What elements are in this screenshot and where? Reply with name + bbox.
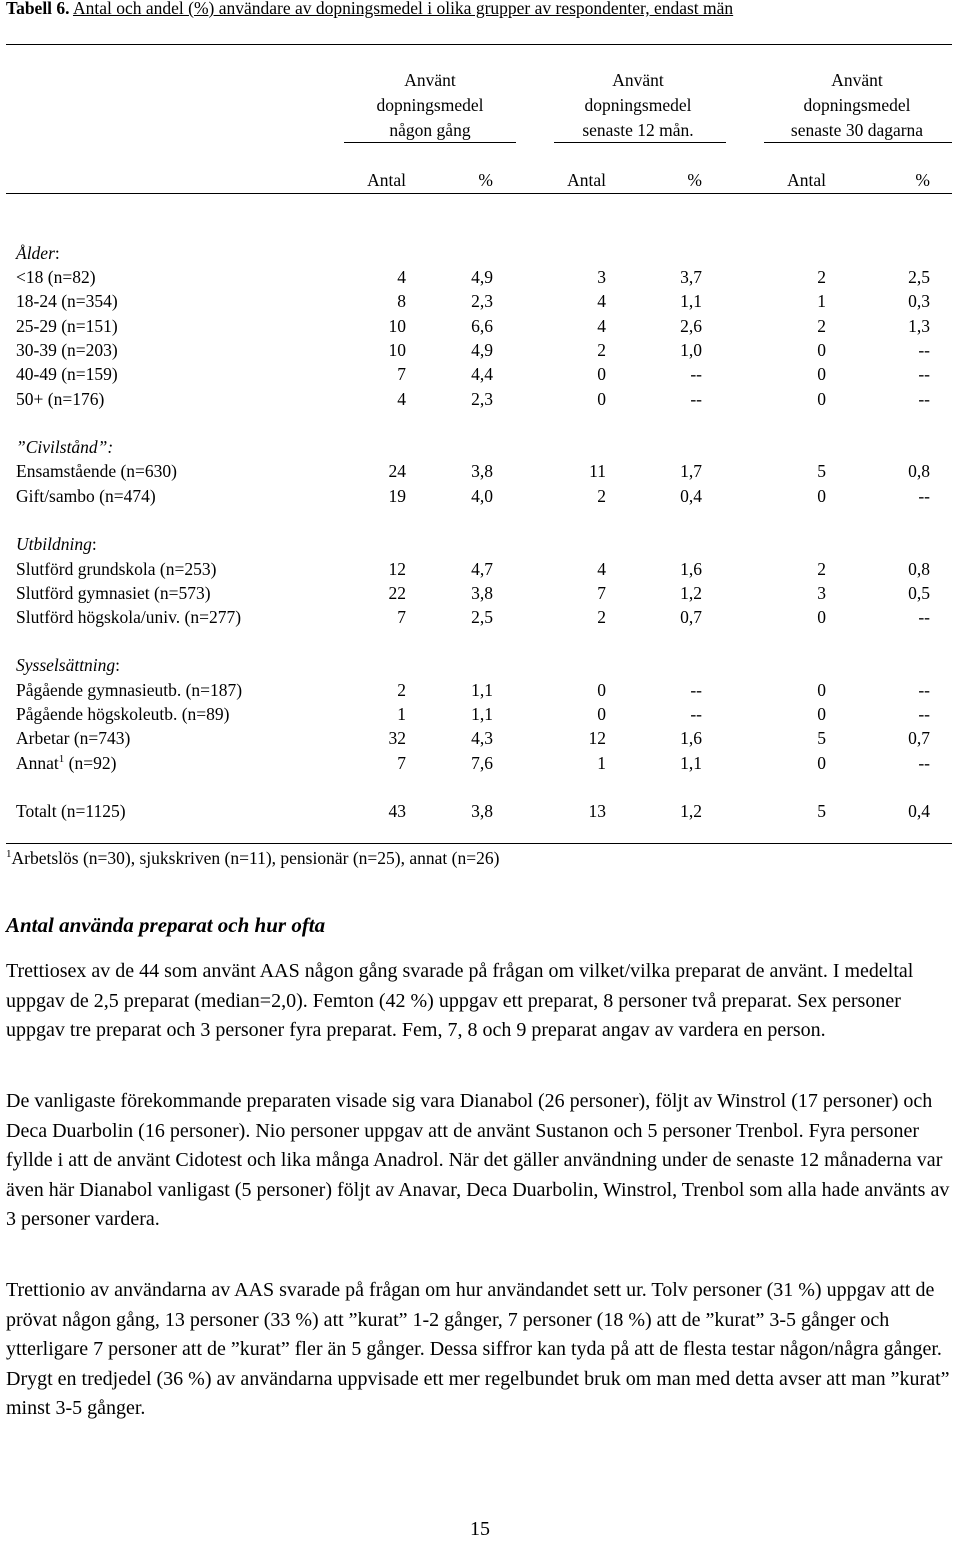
row-label: Slutförd gymnasiet (n=573) (16, 583, 211, 603)
cell-value: 0 (597, 364, 606, 384)
cell-value: -- (918, 753, 930, 773)
cell-value: 1 (397, 704, 406, 724)
cell-value: 3,8 (471, 801, 493, 821)
cell-value: 0 (817, 607, 826, 627)
cell-value: -- (918, 704, 930, 724)
subheader-count: Antal (367, 170, 406, 190)
footnote-mark: 1 (6, 848, 12, 860)
cell-value: 24 (388, 461, 406, 481)
cell-value: 2 (817, 316, 826, 336)
cell-value: 0 (597, 680, 606, 700)
group-header-line: dopningsmedel (584, 95, 692, 115)
section-title-text: Utbildning (16, 534, 92, 554)
cell-value: -- (918, 486, 930, 506)
row-label: Gift/sambo (n=474) (16, 486, 156, 506)
row-label-text: Annat (16, 753, 59, 773)
cell-value: 0,5 (908, 583, 930, 603)
cell-value: 43 (388, 801, 406, 821)
cell-value: 0 (817, 753, 826, 773)
cell-value: 4 (597, 316, 606, 336)
group-header-line: senaste 30 dagarna (790, 120, 924, 140)
row-label: Pågående gymnasieutb. (n=187) (16, 680, 243, 700)
cell-value: 12 (388, 559, 406, 579)
cell-value: 2 (597, 486, 606, 506)
cell-value: 7 (397, 753, 406, 773)
cell-value: 0,7 (680, 607, 702, 627)
group-header-line: Använt (404, 70, 456, 90)
section-title-colon: : (54, 243, 60, 263)
cell-value: 1,6 (680, 728, 702, 748)
cell-value: 4,3 (471, 728, 493, 748)
row-label: 25-29 (n=151) (16, 316, 118, 336)
cell-value: 0 (817, 680, 826, 700)
row-label: Slutförd grundskola (n=253) (16, 559, 217, 579)
section-heading: Antal använda preparat och hur ofta (6, 913, 326, 937)
cell-value: 5 (817, 801, 826, 821)
caption-text: Antal och andel (%) användare av dopningsmedel i olika grupper av respondenter, endast män (72, 0, 734, 18)
table-top-rule (6, 44, 952, 45)
group-header-line: dopningsmedel (803, 95, 911, 115)
section-title-text: Ålder (16, 243, 55, 263)
cell-value: 0,4 (680, 486, 702, 506)
cell-value: 1 (817, 291, 826, 311)
cell-value: 1,7 (680, 461, 702, 481)
cell-value: 0 (597, 389, 606, 409)
cell-value: 3 (817, 583, 826, 603)
cell-value: 22 (388, 583, 406, 603)
row-label: <18 (n=82) (16, 267, 96, 287)
row-label: 50+ (n=176) (16, 389, 105, 409)
cell-value: -- (690, 680, 702, 700)
section-title-text: ”Civilstånd” (16, 437, 108, 457)
cell-value: 0,8 (908, 559, 930, 579)
page-number: 15 (470, 1518, 490, 1540)
cell-value: 2 (597, 340, 606, 360)
body-paragraph: Trettiosex av de 44 som använt AAS någon gång svarade på frågan om vilket/vilka preparat de använt. I medeltal uppgav de 2,5 preparat (median=2,0). Femton (42 %) uppgav ett preparat, 8 personer två preparat. Sex personer uppgav tre preparat och 3 personer fyra preparat. Fem, 7, 8 och 9 preparat angav av vardera en person. (6, 960, 914, 1041)
cell-value: 0,4 (908, 801, 930, 821)
section-title-colon: : (115, 655, 121, 675)
cell-value: 1,1 (680, 291, 702, 311)
cell-value: 32 (388, 728, 406, 748)
section-title-civil-status (16, 435, 113, 459)
subheader-count: Antal (567, 170, 606, 190)
cell-value: 3,8 (471, 583, 493, 603)
row-label: 40-49 (n=159) (16, 364, 118, 384)
footnote-text: Arbetslös (n=30), sjukskriven (n=11), pensionär (n=25), annat (n=26) (11, 848, 500, 868)
group-header-underline (344, 142, 516, 143)
cell-value: 1,1 (680, 753, 702, 773)
subheader-percent: % (915, 170, 930, 190)
cell-value: -- (918, 364, 930, 384)
cell-value: 2,6 (680, 316, 702, 336)
cell-value: 2,5 (471, 607, 493, 627)
header-rule (6, 193, 952, 194)
cell-value: 7 (397, 364, 406, 384)
cell-value: 2 (817, 267, 826, 287)
cell-value: 8 (397, 291, 406, 311)
section-title-text: Sysselsättning (16, 655, 116, 675)
cell-value: 1,1 (471, 680, 493, 700)
cell-value: 11 (589, 461, 606, 481)
cell-value: 1,3 (908, 316, 930, 336)
footnote-mark: 1 (58, 753, 65, 765)
cell-value: 7 (397, 607, 406, 627)
table-footnote (6, 846, 499, 870)
cell-value: 6,6 (471, 316, 493, 336)
cell-value: 0 (597, 704, 606, 724)
cell-value: 1,2 (680, 583, 702, 603)
row-label: 18-24 (n=354) (16, 291, 118, 311)
cell-value: -- (690, 364, 702, 384)
row-label (16, 751, 116, 775)
subheader-count: Antal (787, 170, 826, 190)
cell-value: 2 (597, 607, 606, 627)
cell-value: 1,2 (680, 801, 702, 821)
section-title-education (16, 532, 97, 556)
group-header-30-days (762, 68, 952, 143)
row-label: Arbetar (n=743) (16, 728, 131, 748)
cell-value: 0 (817, 389, 826, 409)
cell-value: 4,0 (471, 486, 493, 506)
cell-value: -- (690, 389, 702, 409)
group-header-line: Använt (612, 70, 664, 90)
body-paragraph: De vanligaste förekommande preparaten visade sig vara Dianabol (26 personer), följt av Winstrol (17 personer) och Deca Duarbolin (16 personer). Nio personer uppgav att de använt Sustanon och 5 personer Trenbol. Fyra personer fyllde i att de använt Cidotest och lika många Anadrol. När det gäller användning under de senaste 12 månaderna var även här Dianabol vanligast (5 personer) följt av Anavar, Deca Duarbolin, Winstrol, Trenbol som alla hade använts av 3 personer vardera. (6, 1090, 950, 1230)
section-title-occupation (16, 653, 120, 677)
cell-value: 7,6 (471, 753, 493, 773)
section-title-colon: : (107, 437, 114, 457)
body-paragraph: Trettionio av användarna av AAS svarade på frågan om hur användandet sett ur. Tolv personer (31 %) uppgav att de prövat någon gång, 13 personer (33 %) att ”kurat” 1-2 gånger, 7 personer (18 %) att de ”kurat” 3-5 gånger och ytterligare 7 personer att de ”kurat” fler än 5 gånger. Dessa siffror kan tyda på att de flesta testar någon/några gånger. Drygt en tredjedel (36 %) av användarna uppvisade ett mer regelbundet bruk om man med detta avser att man ”kurat” minst 3-5 gånger. (6, 1279, 950, 1419)
cell-value: -- (918, 607, 930, 627)
row-label: Ensamstående (n=630) (16, 461, 178, 481)
cell-value: 2,5 (908, 267, 930, 287)
subheader-percent: % (687, 170, 702, 190)
cell-value: 1 (597, 753, 606, 773)
cell-value: 4 (397, 389, 406, 409)
cell-value: 19 (388, 486, 406, 506)
section-title-colon: : (91, 534, 97, 554)
row-label-rest: (n=92) (64, 753, 117, 773)
cell-value: -- (918, 680, 930, 700)
cell-value: 10 (388, 340, 406, 360)
group-header-underline (764, 142, 952, 143)
caption-label: Tabell 6. (6, 0, 70, 18)
cell-value: 2,3 (471, 389, 493, 409)
cell-value: 5 (817, 461, 826, 481)
group-header-underline (554, 142, 726, 143)
cell-value: 7 (597, 583, 606, 603)
cell-value: 4,9 (471, 340, 493, 360)
cell-value: 2 (817, 559, 826, 579)
cell-value: 3 (597, 267, 606, 287)
cell-value: 4,9 (471, 267, 493, 287)
row-label: Totalt (n=1125) (16, 801, 126, 821)
group-header-line: dopningsmedel (376, 95, 484, 115)
subheader-percent: % (478, 170, 493, 190)
cell-value: -- (918, 340, 930, 360)
section-title-age (16, 241, 60, 265)
cell-value: -- (690, 704, 702, 724)
cell-value: 12 (588, 728, 606, 748)
cell-value: 3,8 (471, 461, 493, 481)
table-bottom-rule (6, 843, 952, 844)
row-label: Slutförd högskola/univ. (n=277) (16, 607, 242, 627)
group-header-line: Använt (831, 70, 883, 90)
cell-value: 4 (597, 291, 606, 311)
cell-value: 0 (817, 486, 826, 506)
cell-value: 4,4 (471, 364, 493, 384)
cell-value: 13 (588, 801, 606, 821)
cell-value: 2 (397, 680, 406, 700)
group-header-ever (340, 68, 520, 143)
group-header-12-months (548, 68, 728, 143)
cell-value: 10 (388, 316, 406, 336)
cell-value: 4 (597, 559, 606, 579)
cell-value: 0 (817, 704, 826, 724)
group-header-line: någon gång (389, 120, 471, 140)
cell-value: 0,7 (908, 728, 930, 748)
cell-value: -- (918, 389, 930, 409)
cell-value: 3,7 (680, 267, 702, 287)
cell-value: 5 (817, 728, 826, 748)
cell-value: 1,0 (680, 340, 702, 360)
row-label: Pågående högskoleutb. (n=89) (16, 704, 230, 724)
cell-value: 0,3 (908, 291, 930, 311)
cell-value: 1,6 (680, 559, 702, 579)
cell-value: 0,8 (908, 461, 930, 481)
cell-value: 0 (817, 340, 826, 360)
cell-value: 4 (397, 267, 406, 287)
cell-value: 4,7 (471, 559, 493, 579)
cell-value: 1,1 (471, 704, 493, 724)
group-header-line: senaste 12 mån. (582, 120, 694, 140)
table-caption (6, 0, 733, 19)
cell-value: 0 (817, 364, 826, 384)
cell-value: 2,3 (471, 291, 493, 311)
row-label: 30-39 (n=203) (16, 340, 118, 360)
